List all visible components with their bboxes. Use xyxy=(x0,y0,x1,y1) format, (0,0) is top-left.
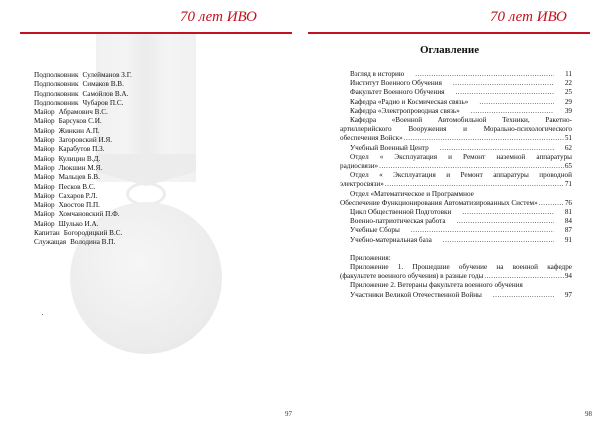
names-list xyxy=(34,71,132,248)
rank-label: Майор xyxy=(34,145,55,154)
toc-entry[interactable] xyxy=(340,226,572,235)
toc-entry-kafedra-auto-line2: артиллерийского Вооружения и Морально-психологического xyxy=(340,125,572,134)
toc-entry-kafedra-auto[interactable]: Кафедра «Военной Автомобильной Техники, Ракетно- xyxy=(350,116,572,125)
rank-label: Подполковник xyxy=(34,80,79,89)
name-row xyxy=(34,229,132,238)
name-row xyxy=(34,238,132,247)
toc-entry-label: Факультет Военного Обучения xyxy=(350,88,445,97)
name-row xyxy=(34,220,132,229)
toc-entry-page: 25 xyxy=(564,88,572,97)
left-header-title: 70 лет ИВО xyxy=(180,9,257,25)
rank-label: Майор xyxy=(34,191,55,200)
toc-entry[interactable] xyxy=(340,70,572,79)
toc-entry-page: 29 xyxy=(564,97,572,106)
rank-label: Подполковник xyxy=(34,71,79,79)
toc-leader xyxy=(443,79,554,88)
appendix-heading: Приложения: xyxy=(350,253,391,262)
toc-leader xyxy=(385,180,564,189)
right-page xyxy=(300,0,600,433)
toc-entry-page: 84 xyxy=(564,217,572,226)
toc-entry-page: 39 xyxy=(564,106,572,115)
person-name: Люкшин М.Я. xyxy=(58,163,103,172)
name-row xyxy=(34,90,132,99)
toc-leader xyxy=(405,70,554,79)
rank-label: Майор xyxy=(34,126,55,135)
name-row xyxy=(34,155,132,164)
toc-leader xyxy=(484,272,564,281)
toc-entry-page: 81 xyxy=(564,208,572,217)
toc-entry[interactable] xyxy=(340,98,572,107)
toc-entry-page: 91 xyxy=(564,235,572,244)
toc-entry-label: Взгляд в историю xyxy=(350,70,405,78)
name-row xyxy=(34,201,132,210)
name-row xyxy=(34,164,132,173)
name-row xyxy=(34,80,132,89)
toc-entry-appendix1[interactable]: Приложение 1. Прошедшие обучение на военной кафедре xyxy=(350,263,572,272)
person-name: Симаков В.В. xyxy=(82,80,124,89)
right-header-rule xyxy=(308,32,590,34)
rank-label: Подполковник xyxy=(34,98,79,107)
toc-leader xyxy=(461,107,554,116)
toc-entry[interactable] xyxy=(340,79,572,88)
toc-leader xyxy=(401,226,554,235)
toc-entry-otdel2-line2: электросвязи» ..... 71 xyxy=(340,180,572,189)
toc-entry-label: Учебные Сборы xyxy=(350,226,400,235)
name-row xyxy=(34,127,132,136)
toc-entry-label: Кафедра «Электропроводная связь» xyxy=(350,106,460,115)
toc-leader xyxy=(445,88,553,97)
person-name: Мальцев Б.В. xyxy=(58,173,100,182)
person-name: Хвостов П.П. xyxy=(58,201,100,210)
person-name: Песков В.С. xyxy=(58,182,96,191)
toc-leader xyxy=(452,208,553,217)
person-name: Сахаров Р.Л. xyxy=(58,191,98,200)
toc-entry-otdel1-line2: радиосвязи» ..... 65 xyxy=(340,162,572,171)
toc-entry-appendix1-line2: (факультете военного обучения) в разные годы ..... 94 xyxy=(340,272,572,281)
toc-entry-label: Цикл Общественной Подготовки xyxy=(350,208,452,217)
rank-label: Служащая xyxy=(34,238,67,247)
toc-entry-otdel3[interactable]: Отдел «Математическое и Программное xyxy=(350,189,474,198)
toc-entry[interactable] xyxy=(340,88,572,97)
stray-mark xyxy=(42,314,43,315)
toc-entry-center[interactable]: Учебный Военный Центр ..... 62 xyxy=(340,144,572,153)
toc-entry[interactable] xyxy=(340,107,572,116)
name-row xyxy=(34,145,132,154)
person-name: Самойлов В.А. xyxy=(82,89,129,98)
rank-label: Майор xyxy=(34,219,55,228)
name-row xyxy=(34,71,132,80)
rank-label: Майор xyxy=(34,201,55,210)
name-row xyxy=(34,173,132,182)
toc-entry-label: Военно-патриотическая работа xyxy=(350,217,446,226)
toc-entry-otdel1[interactable]: Отдел « Эксплуатация и Ремонт наземной аппаратуры xyxy=(350,152,572,161)
toc-entry[interactable] xyxy=(340,217,572,226)
table-of-contents xyxy=(340,70,572,300)
toc-entry[interactable] xyxy=(340,236,572,245)
toc-leader xyxy=(539,199,564,208)
rank-label: Майор xyxy=(34,136,55,145)
toc-leader xyxy=(404,134,564,143)
name-row xyxy=(34,136,132,145)
person-name: Абрамович В.С. xyxy=(58,108,108,117)
toc-spacer xyxy=(340,245,572,254)
toc-leader xyxy=(469,98,553,107)
toc-entry-page: 87 xyxy=(564,226,572,235)
rank-label: Майор xyxy=(34,154,55,163)
toc-entry-label: Институт Военного Обучения xyxy=(350,79,442,88)
name-row xyxy=(34,108,132,117)
person-name: Володина В.П. xyxy=(70,238,116,247)
name-row xyxy=(34,99,132,108)
person-name: Чубаров П.С. xyxy=(82,98,124,107)
toc-title: Оглавление xyxy=(420,44,480,56)
right-page-number: 98 xyxy=(585,410,592,418)
toc-entry-kafedra-auto-line3: обеспечения Войск» ..... 51 xyxy=(340,134,572,143)
person-name: Богородицкий В.С. xyxy=(63,229,123,238)
name-row xyxy=(34,192,132,201)
toc-leader xyxy=(433,236,554,245)
person-name: Карабутов П.З. xyxy=(58,145,105,154)
person-name: Жинкин А.П. xyxy=(58,126,100,135)
rank-label: Майор xyxy=(34,182,55,191)
person-name: Кулицин В.Д. xyxy=(58,154,101,163)
toc-entry-otdel3-line2: Обеспечение Функционирования Автоматизированных Систем» ..... 76 xyxy=(340,199,572,208)
toc-entry-otdel2[interactable]: Отдел « Эксплуатация и Ремонт аппаратуры проводной xyxy=(350,171,572,180)
name-row xyxy=(34,210,132,219)
toc-leader xyxy=(483,291,554,300)
toc-entry-label: Кафедра «Радио и Космическая связь» xyxy=(350,97,469,106)
left-page-number: 97 xyxy=(285,410,292,418)
toc-entry-appendix2-line2: Участники Великой Отечественной Войны ..... 97 xyxy=(340,291,572,300)
rank-label: Подполковник xyxy=(34,89,79,98)
rank-label: Майор xyxy=(34,117,55,126)
toc-entry-page: 11 xyxy=(565,70,572,78)
toc-entry[interactable] xyxy=(340,208,572,217)
person-name: Сулейманов З.Г. xyxy=(82,71,132,79)
toc-entry-label: Учебно-материальная база xyxy=(350,235,432,244)
name-row xyxy=(34,117,132,126)
rank-label: Майор xyxy=(34,108,55,117)
person-name: Хомчановский П.Ф. xyxy=(58,210,120,219)
toc-leader xyxy=(379,162,564,171)
person-name: Шулько И.А. xyxy=(58,219,99,228)
person-name: Барсуков С.И. xyxy=(58,117,102,126)
toc-entry-page: 22 xyxy=(564,79,572,88)
rank-label: Капитан xyxy=(34,229,60,238)
name-row xyxy=(34,183,132,192)
rank-label: Майор xyxy=(34,210,55,219)
rank-label: Майор xyxy=(34,173,55,182)
toc-leader xyxy=(447,217,554,226)
right-header-title: 70 лет ИВО xyxy=(490,9,567,25)
toc-entry-appendix2[interactable]: Приложение 2. Ветераны факультета военного обучения xyxy=(350,281,523,290)
rank-label: Майор xyxy=(34,163,55,172)
person-name: Загоровский И.Я. xyxy=(58,136,113,145)
toc-leader xyxy=(430,144,554,153)
